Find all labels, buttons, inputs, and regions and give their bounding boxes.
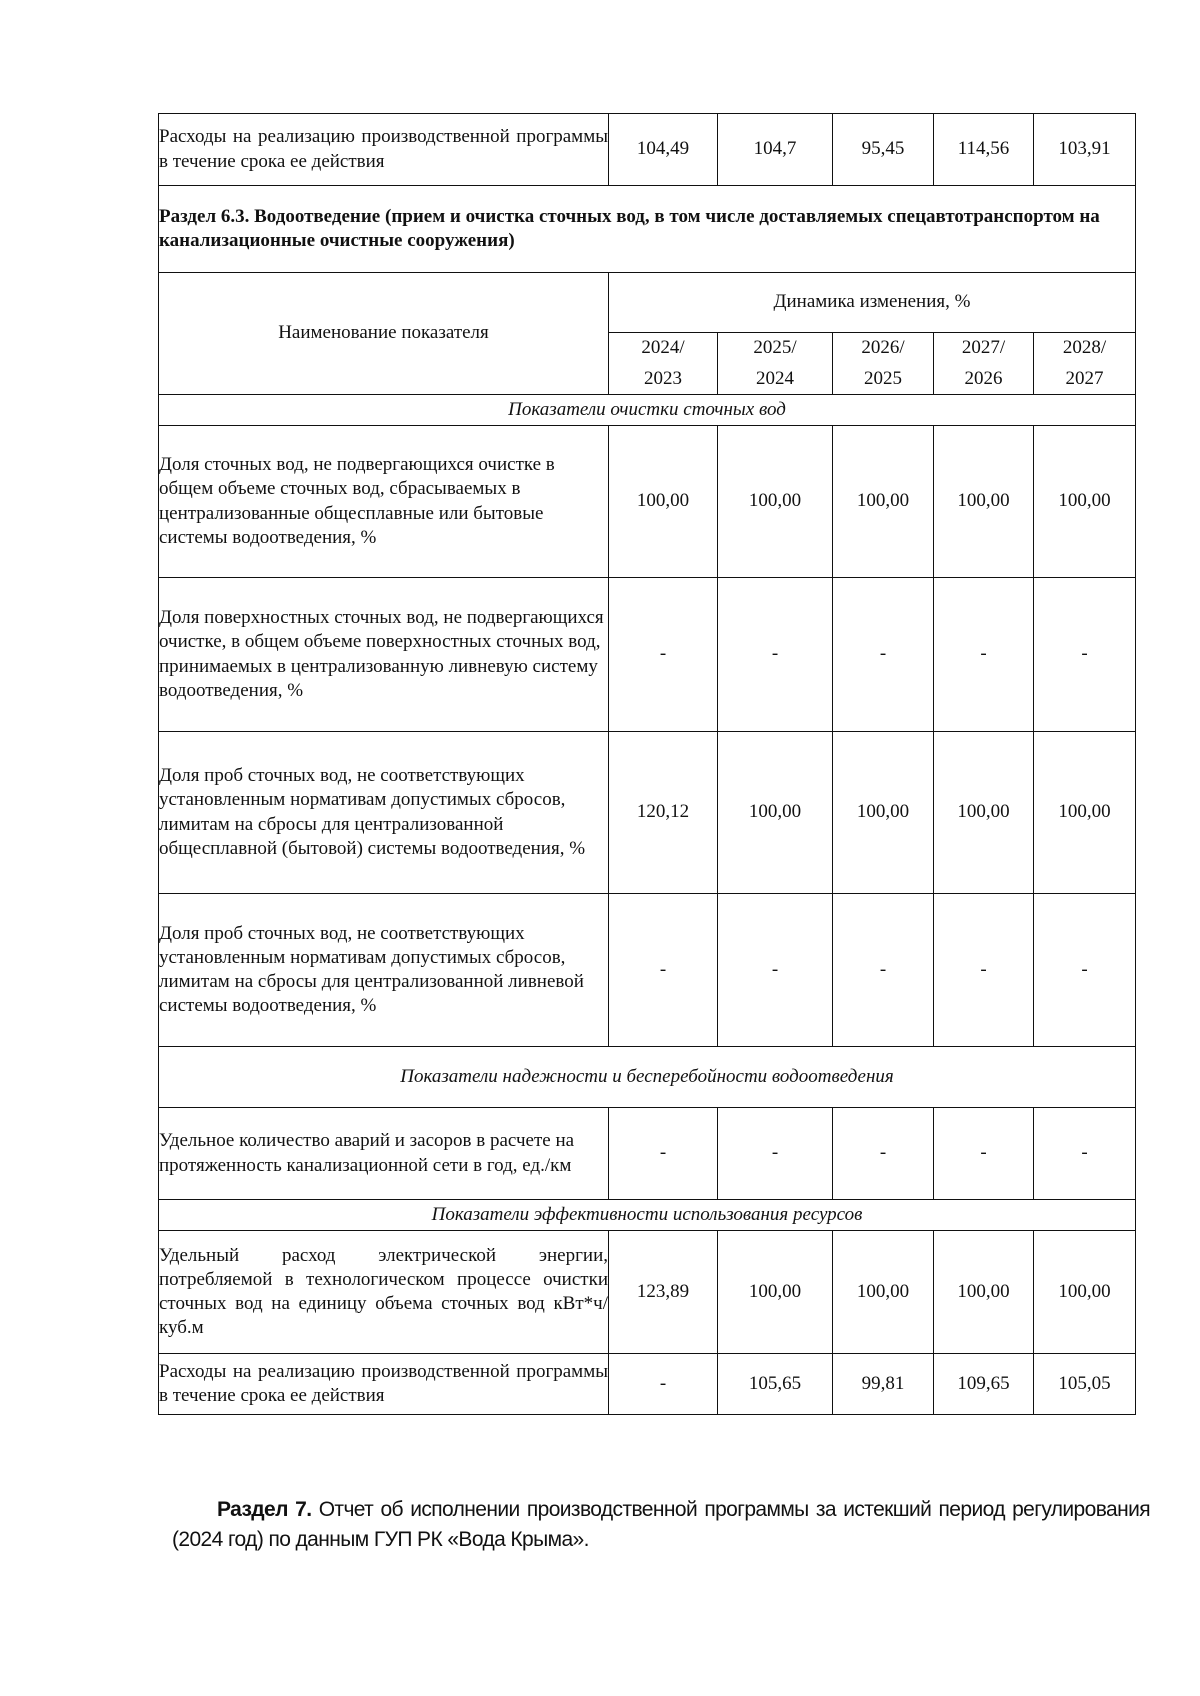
value-cell: 100,00 (609, 426, 718, 578)
section-title: Раздел 6.3. Водоотведение (прием и очистка сточных вод, в том числе доставляемых спецавтотранспортом на канализационные очистные сооружения) (159, 186, 1136, 273)
category-row (159, 1200, 1136, 1231)
year-header: 2028/ 2027 (1034, 333, 1136, 395)
value-cell: 95,45 (833, 114, 934, 186)
category-efficiency: Показатели эффективности использования ресурсов (159, 1200, 1136, 1231)
value-cell: 123,89 (609, 1231, 718, 1354)
value-cell: 105,05 (1034, 1354, 1136, 1415)
section-7-paragraph (172, 1495, 1150, 1556)
table-row (159, 426, 1136, 578)
value-cell: 100,00 (718, 426, 833, 578)
value-cell: - (833, 894, 934, 1047)
header-name-column: Наименование показателя (159, 273, 609, 395)
value-cell: 103,91 (1034, 114, 1136, 186)
value-cell: - (718, 1108, 833, 1200)
value-cell: 104,49 (609, 114, 718, 186)
value-cell: - (718, 578, 833, 732)
row-name: Расходы на реализацию производственной программы в течение срока ее действия (159, 1354, 609, 1415)
category-reliability: Показатели надежности и бесперебойности водоотведения (159, 1047, 1136, 1108)
year-header: 2026/ 2025 (833, 333, 934, 395)
value-cell: 114,56 (934, 114, 1034, 186)
value-cell: 100,00 (1034, 732, 1136, 894)
year-header: 2025/ 2024 (718, 333, 833, 395)
row-name: Доля проб сточных вод, не соответствующих установленным нормативам допустимых сбросов, лимитам на сбросы для централизованной ливневой системы водоотведения, % (159, 894, 609, 1047)
value-cell: 100,00 (1034, 1231, 1136, 1354)
year-header: 2024/ 2023 (609, 333, 718, 395)
table-row (159, 894, 1136, 1047)
indicators-table (158, 113, 1136, 1415)
year-header: 2027/ 2026 (934, 333, 1034, 395)
section-title-row (159, 186, 1136, 273)
category-row (159, 1047, 1136, 1108)
row-name: Доля поверхностных сточных вод, не подвергающихся очистке, в общем объеме поверхностных сточных вод, принимаемых в централизованную ливневую систему водоотведения, % (159, 578, 609, 732)
value-cell: 100,00 (934, 732, 1034, 894)
value-cell: 100,00 (833, 1231, 934, 1354)
category-row (159, 395, 1136, 426)
value-cell: - (609, 578, 718, 732)
value-cell: - (934, 894, 1034, 1047)
value-cell: 105,65 (718, 1354, 833, 1415)
row-name: Расходы на реализацию производственной программы в течение срока ее действия (159, 114, 609, 186)
category-cleaning: Показатели очистки сточных вод (159, 395, 1136, 426)
value-cell: - (718, 894, 833, 1047)
section-7-label: Раздел 7. (217, 1498, 312, 1521)
value-cell: - (609, 1108, 718, 1200)
value-cell: 100,00 (718, 1231, 833, 1354)
table-row (159, 114, 1136, 186)
value-cell: 109,65 (934, 1354, 1034, 1415)
value-cell: - (1034, 894, 1136, 1047)
table-row (159, 1108, 1136, 1200)
value-cell: 100,00 (833, 732, 934, 894)
table-row (159, 1354, 1136, 1415)
table-row (159, 732, 1136, 894)
row-name: Удельное количество аварий и засоров в расчете на протяженность канализационной сети в год, ед./км (159, 1108, 609, 1200)
header-dynamics: Динамика изменения, % (609, 273, 1136, 333)
value-cell: 100,00 (934, 1231, 1034, 1354)
value-cell: 100,00 (718, 732, 833, 894)
value-cell: 99,81 (833, 1354, 934, 1415)
value-cell: - (934, 1108, 1034, 1200)
value-cell: - (934, 578, 1034, 732)
row-name: Доля проб сточных вод, не соответствующих установленным нормативам допустимых сбросов, лимитам на сбросы для централизованной общесплавной (бытовой) системы водоотведения, % (159, 732, 609, 894)
value-cell: 120,12 (609, 732, 718, 894)
header-row (159, 273, 1136, 333)
section-7-text: Отчет об исполнении производственной программы за истекший период регулирования (2024 год) по данным ГУП РК «Вода Крыма». (172, 1498, 1150, 1552)
value-cell: - (609, 894, 718, 1047)
value-cell: - (833, 1108, 934, 1200)
row-name: Удельный расход электрической энергии, потребляемой в технологическом процессе очистки сточных вод на единицу объема сточных вод кВт*ч/куб.м (159, 1231, 609, 1354)
table-row (159, 1231, 1136, 1354)
value-cell: - (1034, 1108, 1136, 1200)
value-cell: 100,00 (1034, 426, 1136, 578)
row-name: Доля сточных вод, не подвергающихся очистке в общем объеме сточных вод, сбрасываемых в централизованные общесплавные или бытовые системы водоотведения, % (159, 426, 609, 578)
value-cell: 100,00 (934, 426, 1034, 578)
value-cell: 100,00 (833, 426, 934, 578)
value-cell: 104,7 (718, 114, 833, 186)
value-cell: - (609, 1354, 718, 1415)
value-cell: - (1034, 578, 1136, 732)
table-row (159, 578, 1136, 732)
value-cell: - (833, 578, 934, 732)
